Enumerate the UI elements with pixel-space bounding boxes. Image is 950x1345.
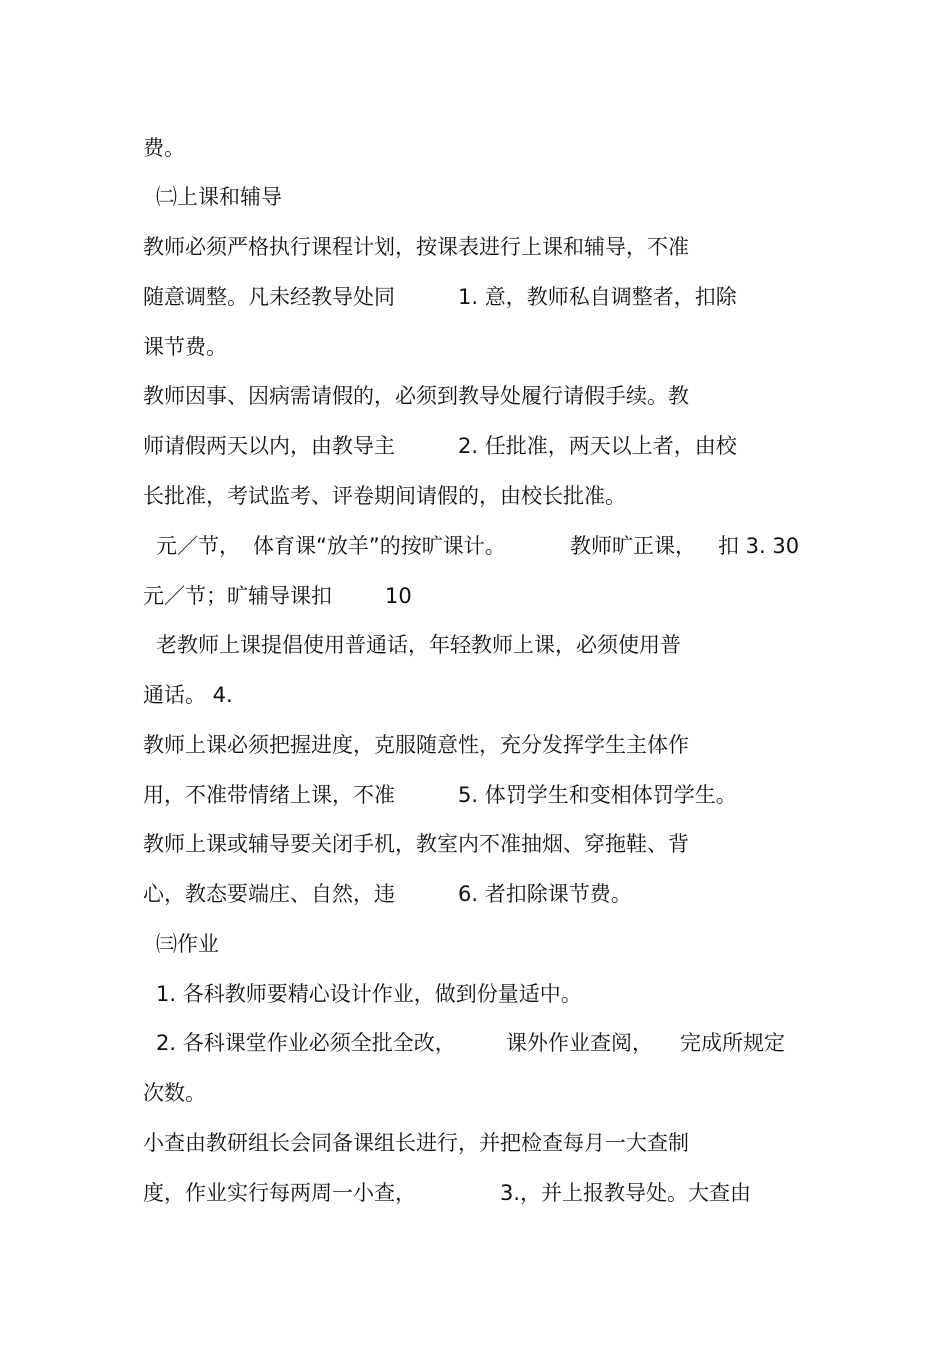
text-segment: 长批准，考试监考、评卷期间请假的，由校长批准。 bbox=[143, 484, 626, 508]
section-heading-homework bbox=[0, 924, 950, 964]
text-segment: 课节费。 bbox=[143, 335, 227, 359]
text-segment: 1. 各科教师要精心设计作业，做到份量适中。 bbox=[156, 982, 582, 1006]
text-line bbox=[0, 675, 950, 715]
text-line bbox=[0, 1023, 950, 1063]
text-segment: 费。 bbox=[143, 136, 185, 160]
text-segment: 小查由教研组长会同备课组长进行，并把检查每月一大查制 bbox=[143, 1131, 689, 1155]
text-line bbox=[0, 775, 950, 815]
text-segment: 通话。 4. bbox=[143, 683, 233, 707]
text-segment: 老教师上课提倡使用普通话，年轻教师上课，必须使用普 bbox=[156, 633, 681, 657]
text-line bbox=[0, 824, 950, 864]
text-line bbox=[0, 526, 950, 566]
text-line bbox=[0, 327, 950, 367]
text-segment: 师请假两天以内，由教导主 bbox=[143, 434, 395, 458]
text-segment: 5. 体罚学生和变相体罚学生。 bbox=[458, 783, 737, 807]
text-line bbox=[0, 874, 950, 914]
text-segment: 教师上课必须把握进度，克服随意性，充分发挥学生主体作 bbox=[143, 733, 689, 757]
text-segment: 课外作业查阅， bbox=[506, 1031, 653, 1055]
text-line bbox=[0, 1173, 950, 1213]
text-segment: 6. 者扣除课节费。 bbox=[458, 882, 632, 906]
text-segment: 2. 各科课堂作业必须全批全改， bbox=[156, 1031, 456, 1055]
text-segment: ㈡上课和辅导 bbox=[156, 185, 282, 209]
text-segment: 教师因事、因病需请假的，必须到教导处履行请假手续。教 bbox=[143, 384, 689, 408]
text-segment: 次数。 bbox=[143, 1081, 206, 1105]
text-segment: 心，教态要端庄、自然，违 bbox=[143, 882, 395, 906]
text-segment: 1. 意，教师私自调整者，扣除 bbox=[458, 285, 737, 309]
text-line bbox=[0, 974, 950, 1014]
text-line bbox=[0, 625, 950, 665]
text-segment: 元／节， bbox=[156, 534, 240, 558]
text-segment: 2. 任批准，两天以上者，由校 bbox=[458, 434, 737, 458]
text-line bbox=[0, 476, 950, 516]
text-segment: 完成所规定 bbox=[680, 1031, 785, 1055]
text-segment: 教师旷正课， bbox=[570, 534, 696, 558]
text-line bbox=[0, 227, 950, 267]
text-segment: 用，不准带情绪上课，不准 bbox=[143, 783, 395, 807]
text-line bbox=[0, 725, 950, 765]
text-segment: 教师必须严格执行课程计划，按课表进行上课和辅导，不准 bbox=[143, 235, 689, 259]
text-segment: 3.，并上报教导处。大查由 bbox=[500, 1181, 752, 1205]
text-line bbox=[0, 128, 950, 168]
text-line bbox=[0, 376, 950, 416]
text-segment: 体育课“放羊”的按旷课计。 bbox=[253, 534, 506, 558]
text-segment: 教师上课或辅导要关闭手机，教室内不准抽烟、穿拖鞋、背 bbox=[143, 832, 689, 856]
text-segment: 度，作业实行每两周一小查， bbox=[143, 1181, 416, 1205]
text-segment: 随意调整。凡未经教导处同 bbox=[143, 285, 395, 309]
text-segment: ㈢作业 bbox=[156, 932, 219, 956]
text-line bbox=[0, 277, 950, 317]
text-segment: 扣 3. 30 bbox=[718, 534, 800, 558]
text-segment: 10 bbox=[385, 584, 412, 608]
text-line bbox=[0, 576, 950, 616]
text-segment: 元／节；旷辅导课扣 bbox=[143, 584, 332, 608]
text-line bbox=[0, 1073, 950, 1113]
text-line bbox=[0, 426, 950, 466]
section-heading-lessons bbox=[0, 177, 950, 217]
text-line bbox=[0, 1123, 950, 1163]
